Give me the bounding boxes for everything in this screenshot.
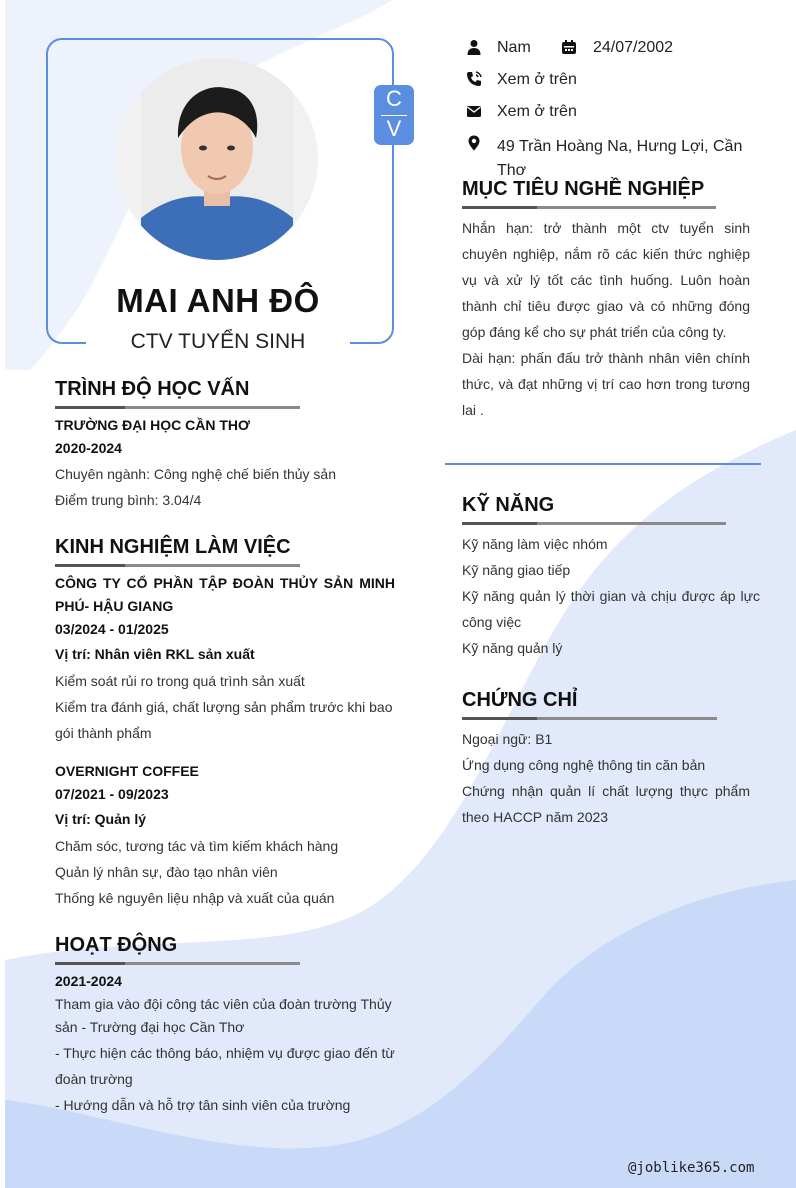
list-item: Thống kê nguyên liệu nhập và xuất của quán [55, 890, 335, 906]
cv-badge-bottom: V [386, 116, 402, 141]
avatar [116, 58, 318, 260]
certificates-heading-underline [462, 717, 717, 720]
divider-line [445, 463, 761, 465]
activities-years: 2021-2024 [55, 973, 122, 989]
job-position: Vị trí: Quản lý [55, 811, 147, 827]
activities-heading: HOẠT ĐỘNG [55, 934, 178, 956]
activities-description: Tham gia vào đội công tác viên của đoàn trường Thủy sản - Trường đại học Cần Thơ [55, 996, 392, 1035]
location-icon [466, 135, 482, 151]
job-position: Vị trí: Nhân viên RKL sản xuất [55, 646, 255, 662]
experience-heading-underline [55, 564, 300, 567]
skills-heading-underline [462, 522, 726, 525]
experience-heading: KINH NGHIỆM LÀM VIỆC [55, 536, 291, 558]
certificates-heading: CHỨNG CHỈ [462, 689, 578, 711]
list-item: Kỹ năng quản lý [462, 640, 563, 656]
list-item: Ngoại ngữ: B1 [462, 731, 553, 747]
activities-heading-underline [55, 962, 300, 965]
gender-text: Nam [497, 39, 531, 56]
company-name: CÔNG TY CỔ PHẦN TẬP ĐOÀN THỦY SẢN MINH PHÚ- HẬU GIANG [55, 575, 395, 614]
list-item: Kiểm tra đánh giá, chất lượng sản phẩm trước khi bao gói thành phẩm [55, 699, 393, 741]
mail-icon [466, 103, 482, 119]
education-major: Chuyên ngành: Công nghệ chế biến thủy sản [55, 466, 336, 482]
user-icon [466, 39, 482, 55]
phone-icon [466, 71, 482, 87]
list-item: - Hướng dẫn và hỗ trợ tân sinh viên của trường [55, 1097, 351, 1113]
objective-text [462, 215, 750, 423]
calendar-icon [561, 39, 577, 55]
company-name: OVERNIGHT COFFEE [55, 763, 199, 779]
objective-long-term: Dài hạn: phấn đấu trở thành nhân viên chính thức, và đạt những vị trí cao hơn trong tương lai . [462, 350, 750, 418]
education-gpa: Điểm trung bình: 3.04/4 [55, 492, 202, 508]
activities-list [55, 1040, 400, 1118]
list-item: - Thực hiện các thông báo, nhiệm vụ được giao đến từ đoàn trường [55, 1045, 395, 1087]
objective-heading-underline [462, 206, 716, 209]
list-item: Kiểm soát rủi ro trong quá trình sản xuất [55, 673, 305, 689]
phone-text: Xem ở trên [497, 71, 577, 88]
list-item: Chứng nhận quản lí chất lượng thực phẩm theo HACCP năm 2023 [462, 783, 750, 825]
address-text [497, 135, 742, 183]
address-line-2: Thơ [497, 162, 527, 179]
address-line-1: 49 Trần Hoàng Na, Hưng Lợi, Cần [497, 138, 743, 155]
school-name: TRƯỜNG ĐẠI HỌC CẦN THƠ [55, 417, 250, 433]
watermark: @joblike365.com [628, 1160, 755, 1176]
job-tasks [55, 833, 400, 911]
email-text: Xem ở trên [497, 103, 577, 120]
education-years: 2020-2024 [55, 440, 122, 456]
cv-badge-top: C [386, 86, 402, 111]
list-item: Quản lý nhân sự, đào tạo nhân viên [55, 864, 278, 880]
objective-short-term: Nhắn hạn: trở thành một ctv tuyển sinh chuyên nghiệp, nắm rõ các kiến thức nghiệp vụ và xử lý tốt các tình huống. Luôn hoàn thành chỉ tiêu được giao và có những đóng góp đáng kể cho sự phát triển của công ty. [462, 220, 750, 340]
education-heading-underline [55, 406, 300, 409]
cv-badge [374, 85, 414, 145]
job-tasks [55, 668, 400, 746]
birthday-text: 24/07/2002 [593, 39, 674, 56]
education-heading: TRÌNH ĐỘ HỌC VẤN [55, 378, 250, 400]
skills-heading: KỸ NĂNG [462, 494, 555, 516]
list-item: Chăm sóc, tương tác và tìm kiếm khách hàng [55, 838, 339, 854]
person-name: MAI ANH ĐÔ [116, 282, 320, 319]
objective-heading: MỤC TIÊU NGHỀ NGHIỆP [462, 178, 705, 200]
cv-badge-divider [381, 115, 407, 116]
list-item: Kỹ năng giao tiếp [462, 562, 571, 578]
skills-list [462, 531, 760, 661]
certificates-list [462, 726, 750, 830]
job-period: 03/2024 - 01/2025 [55, 621, 169, 637]
list-item: Ứng dụng công nghệ thông tin căn bản [462, 757, 706, 773]
avatar-photo [116, 58, 318, 260]
job-period: 07/2021 - 09/2023 [55, 786, 169, 802]
list-item: Kỹ năng quản lý thời gian và chịu được áp lực công việc [462, 588, 760, 630]
job-title: CTV TUYỂN SINH [130, 330, 306, 353]
list-item: Kỹ năng làm việc nhóm [462, 536, 608, 552]
